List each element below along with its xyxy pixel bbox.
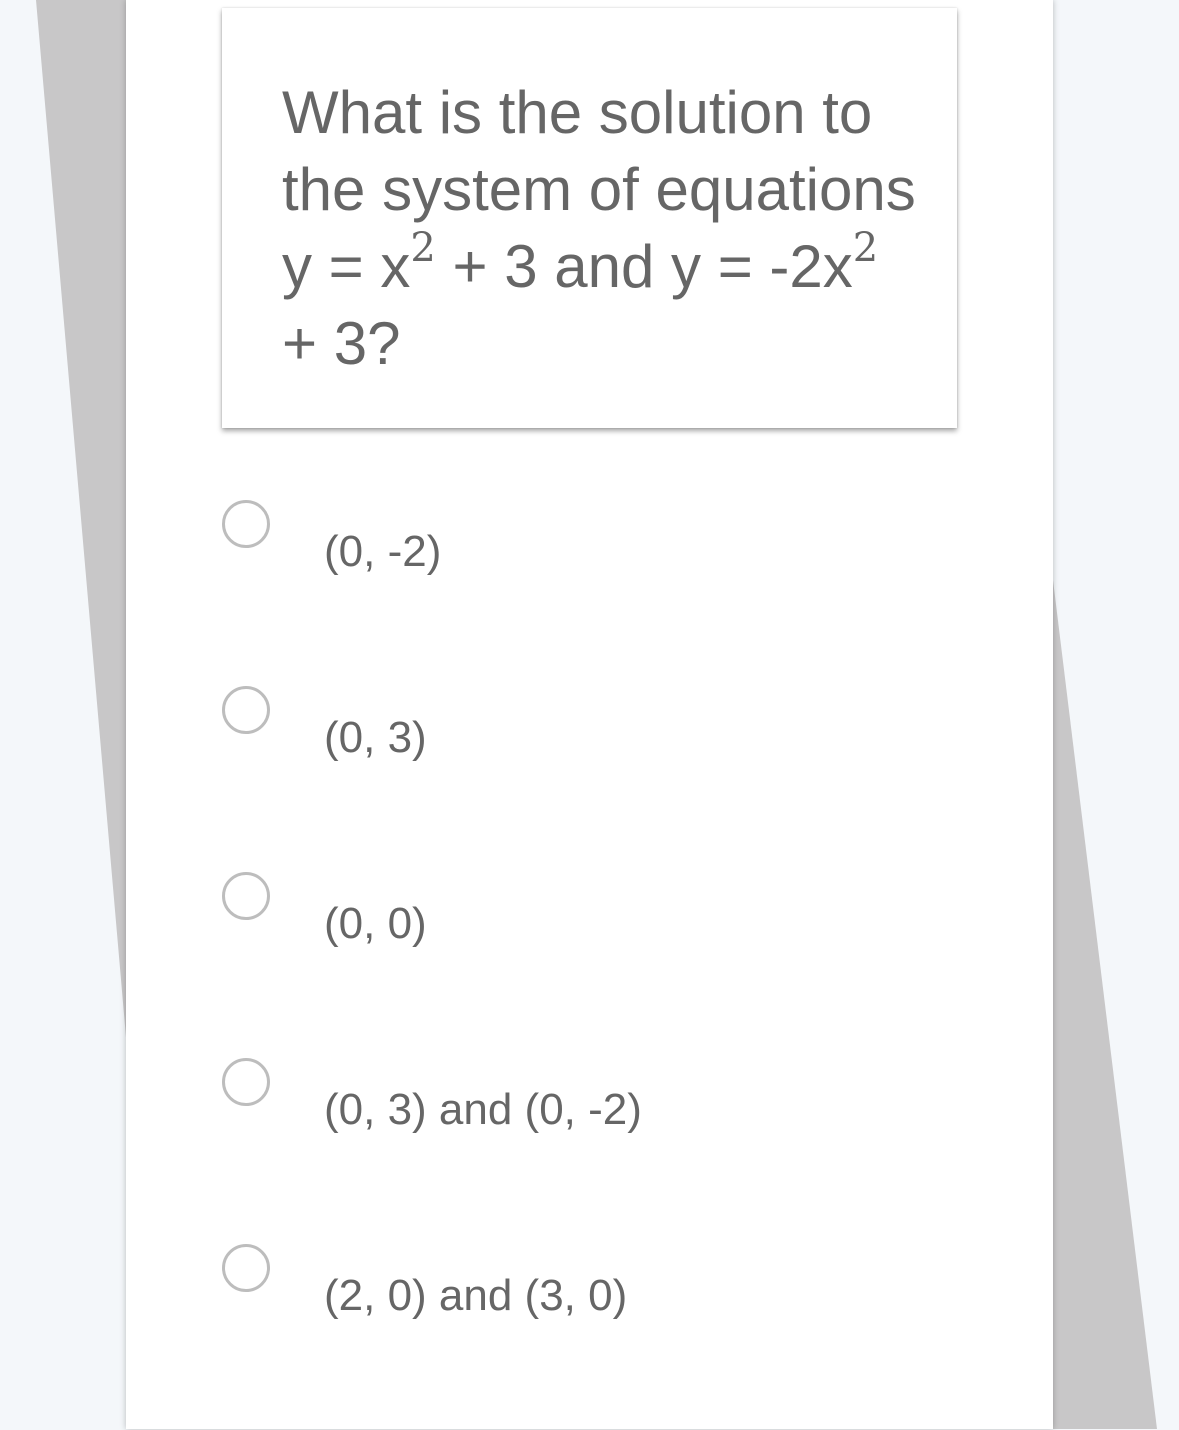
quiz-page bbox=[126, 0, 1053, 1429]
answer-option-4[interactable] bbox=[222, 1058, 982, 1244]
radio-button[interactable] bbox=[222, 872, 270, 920]
radio-button[interactable] bbox=[222, 1058, 270, 1106]
exponent-2: 2 bbox=[852, 225, 879, 271]
answer-option-5[interactable] bbox=[222, 1244, 982, 1430]
question-text-part1: What is the solution to the system of equations y = x bbox=[282, 79, 916, 300]
answer-option-2[interactable] bbox=[222, 686, 982, 872]
radio-button[interactable] bbox=[222, 500, 270, 548]
answer-options bbox=[222, 500, 982, 1430]
radio-button[interactable] bbox=[222, 686, 270, 734]
answer-option-label: (0, 3) and (0, -2) bbox=[324, 1085, 642, 1134]
radio-button[interactable] bbox=[222, 1244, 270, 1292]
answer-option-label: (0, 3) bbox=[324, 713, 427, 762]
exponent-1: 2 bbox=[410, 225, 436, 271]
answer-option-label: (0, 0) bbox=[324, 899, 427, 948]
question-text bbox=[282, 74, 917, 382]
question-text-part3: + 3? bbox=[282, 310, 401, 377]
question-card bbox=[222, 8, 957, 428]
answer-option-label: (0, -2) bbox=[324, 527, 442, 576]
answer-option-3[interactable] bbox=[222, 872, 982, 1058]
answer-option-1[interactable] bbox=[222, 500, 982, 686]
question-text-part2: + 3 and y = -2x bbox=[435, 233, 853, 300]
answer-option-label: (2, 0) and (3, 0) bbox=[324, 1271, 628, 1320]
